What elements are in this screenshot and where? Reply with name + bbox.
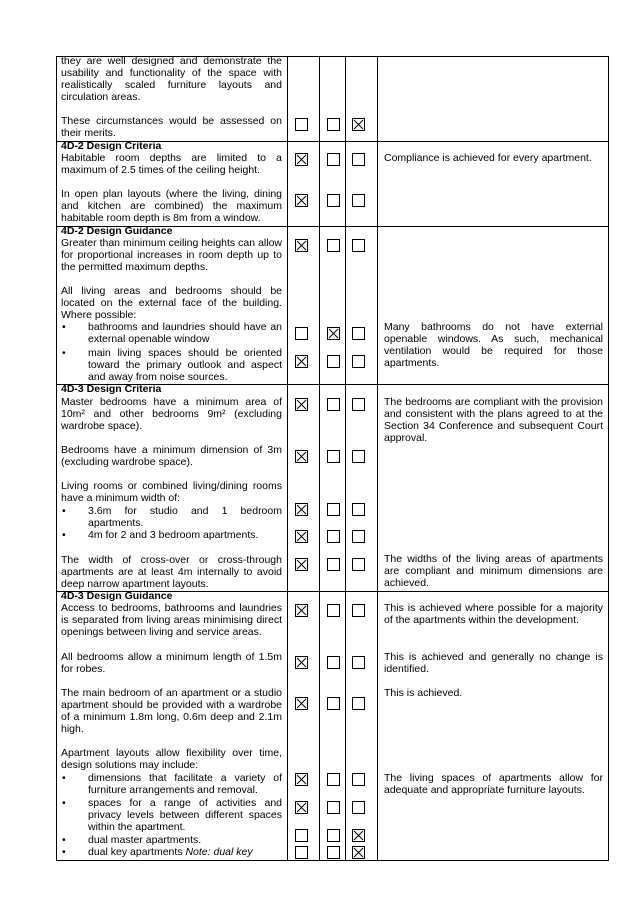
checkbox-no[interactable]: [327, 327, 340, 340]
comment-text: The bedrooms are compliant with the provision and consistent with the plans agreed to at the Section 34 Conference and subsequent Court approval.: [384, 396, 603, 444]
checkbox-yes[interactable]: [295, 558, 308, 571]
cross-mark-icon: [296, 154, 307, 165]
cross-mark-icon: [296, 195, 307, 206]
cross-mark-icon: [296, 399, 307, 410]
column-divider: [287, 56, 288, 861]
criteria-text: they are well designed and demonstrate the usability and functionality of the space with realistically scaled furniture layouts and circulation areas.: [61, 55, 282, 103]
table-border-bottom: [56, 860, 608, 861]
checkbox-na[interactable]: [352, 194, 365, 207]
cross-mark-icon: [296, 698, 307, 709]
checkbox-no[interactable]: [327, 398, 340, 411]
bullet-marker: •: [62, 529, 66, 541]
comment-text: This is achieved and generally no change is identified.: [384, 651, 603, 675]
checkbox-no[interactable]: [327, 604, 340, 617]
bullet-marker: •: [62, 347, 66, 359]
cross-mark-icon: [353, 119, 364, 130]
checkbox-na[interactable]: [352, 656, 365, 669]
checkbox-na[interactable]: [352, 846, 365, 859]
checkbox-na[interactable]: [352, 450, 365, 463]
checkbox-yes[interactable]: [295, 697, 308, 710]
bullet-marker: •: [62, 321, 66, 333]
column-divider: [345, 56, 346, 861]
table-border-left: [56, 56, 57, 861]
checkbox-yes[interactable]: [295, 503, 308, 516]
guidance-text: All bedrooms allow a minimum length of 1.5m for robes.: [61, 651, 282, 675]
checkbox-na[interactable]: [352, 239, 365, 252]
checkbox-na[interactable]: [352, 604, 365, 617]
criteria-text: Habitable room depths are limited to a maximum of 2.5 times of the ceiling height.: [61, 152, 282, 176]
cross-mark-icon: [296, 605, 307, 616]
checkbox-na[interactable]: [352, 829, 365, 842]
bullet-marker: •: [62, 505, 66, 517]
guidance-text: The main bedroom of an apartment or a studio apartment should be provided with a wardrobe of a minimum 1.8m long, 0.6m deep and 2.1m high.: [61, 687, 282, 735]
table-border-right: [608, 56, 609, 861]
checkbox-yes[interactable]: [295, 194, 308, 207]
bullet-marker: •: [62, 797, 66, 809]
checkbox-na[interactable]: [352, 503, 365, 516]
bullet-text: main living spaces should be oriented toward the primary outlook and aspect and away from noise sources.: [88, 347, 282, 383]
checkbox-no[interactable]: [327, 503, 340, 516]
comment-text: The widths of the living areas of apartments are compliant and minimum dimensions are achieved.: [384, 553, 603, 589]
checkbox-yes[interactable]: [295, 656, 308, 669]
comment-text: This is achieved.: [384, 687, 463, 699]
bullet-marker: •: [62, 772, 66, 784]
comment-text: The living spaces of apartments allow for adequate and appropriate furniture layouts.: [384, 772, 603, 796]
bullet-text-plain: dual key apartments: [88, 846, 186, 858]
checkbox-yes[interactable]: [295, 604, 308, 617]
criteria-text: Living rooms or combined living/dining rooms have a minimum width of:: [61, 480, 282, 504]
column-divider: [377, 56, 378, 861]
checkbox-no[interactable]: [327, 355, 340, 368]
bullet-marker: •: [62, 846, 66, 858]
bullet-text: dimensions that facilitate a variety of furniture arrangements and removal.: [88, 772, 282, 796]
checkbox-yes[interactable]: [295, 846, 308, 859]
bullet-text: [88, 847, 253, 859]
criteria-text: These circumstances would be assessed on their merits.: [61, 115, 282, 139]
checkbox-na[interactable]: [352, 153, 365, 166]
cross-mark-icon: [353, 847, 364, 858]
checkbox-na[interactable]: [352, 118, 365, 131]
criteria-text: Bedrooms have a minimum dimension of 3m (excluding wardrobe space).: [61, 444, 282, 468]
criteria-text: The width of cross-over or cross-through apartments are at least 4m internally to avoid deep narrow apartment layouts.: [61, 554, 282, 590]
checkbox-no[interactable]: [327, 801, 340, 814]
cross-mark-icon: [296, 802, 307, 813]
checkbox-na[interactable]: [352, 398, 365, 411]
checkbox-yes[interactable]: [295, 398, 308, 411]
checkbox-na[interactable]: [352, 327, 365, 340]
guidance-text: Apartment layouts allow flexibility over time, design solutions may include:: [61, 747, 282, 771]
section-heading: 4D-3 Design Criteria: [61, 383, 162, 395]
cross-mark-icon: [296, 531, 307, 542]
bullet-text: spaces for a range of activities and privacy levels between different spaces within the apartment.: [88, 797, 282, 833]
cross-mark-icon: [296, 657, 307, 668]
bullet-text: 3.6m for studio and 1 bedroom apartments.: [88, 505, 282, 529]
checkbox-yes[interactable]: [295, 801, 308, 814]
cross-mark-icon: [296, 451, 307, 462]
checkbox-no[interactable]: [327, 118, 340, 131]
criteria-text: Master bedrooms have a minimum area of 10m² and other bedrooms 9m² (excluding wardrobe space).: [61, 396, 282, 432]
guidance-text: Access to bedrooms, bathrooms and laundries is separated from living areas minimising direct openings between living and service areas.: [61, 602, 282, 638]
checkbox-no[interactable]: [327, 153, 340, 166]
section-heading: 4D-2 Design Criteria: [61, 140, 162, 152]
cross-mark-icon: [328, 328, 339, 339]
checkbox-no[interactable]: [327, 773, 340, 786]
checkbox-yes[interactable]: [295, 118, 308, 131]
comment-text: Compliance is achieved for every apartment.: [384, 152, 592, 164]
checkbox-na[interactable]: [352, 697, 365, 710]
checkbox-no[interactable]: [327, 558, 340, 571]
bullet-text-note: Note: dual key: [185, 846, 253, 858]
checkbox-no[interactable]: [327, 194, 340, 207]
guidance-text: Greater than minimum ceiling heights can allow for proportional increases in room depth up to the permitted maximum depths.: [61, 237, 282, 273]
comment-text: Many bathrooms do not have external openable windows. As such, mechanical ventilation would be required for those apartments.: [384, 321, 603, 369]
cross-mark-icon: [296, 504, 307, 515]
guidance-text: All living areas and bedrooms should be located on the external face of the building. Where possible:: [61, 285, 282, 321]
cross-mark-icon: [296, 559, 307, 570]
checkbox-yes[interactable]: [295, 355, 308, 368]
checkbox-na[interactable]: [352, 773, 365, 786]
checkbox-no[interactable]: [327, 530, 340, 543]
checkbox-yes[interactable]: [295, 327, 308, 340]
bullet-text: bathrooms and laundries should have an external openable window: [88, 321, 282, 345]
checkbox-no[interactable]: [327, 450, 340, 463]
checkbox-yes[interactable]: [295, 829, 308, 842]
cross-mark-icon: [296, 240, 307, 251]
section-heading: 4D-3 Design Guidance: [61, 590, 173, 602]
criteria-text: In open plan layouts (where the living, dining and kitchen are combined) the maximum habitable room depth is 8m from a window.: [61, 188, 282, 224]
checkbox-yes[interactable]: [295, 239, 308, 252]
column-divider: [319, 56, 320, 861]
bullet-text: 4m for 2 and 3 bedroom apartments.: [88, 529, 259, 541]
checkbox-yes[interactable]: [295, 773, 308, 786]
cross-mark-icon: [353, 830, 364, 841]
checkbox-na[interactable]: [352, 558, 365, 571]
checkbox-no[interactable]: [327, 829, 340, 842]
bullet-text: dual master apartments.: [88, 834, 202, 846]
comment-text: This is achieved where possible for a majority of the apartments within the development.: [384, 602, 603, 626]
checkbox-no[interactable]: [327, 697, 340, 710]
bullet-marker: •: [62, 834, 66, 846]
checkbox-no[interactable]: [327, 239, 340, 252]
checkbox-na[interactable]: [352, 801, 365, 814]
checkbox-no[interactable]: [327, 656, 340, 669]
checkbox-yes[interactable]: [295, 450, 308, 463]
checkbox-na[interactable]: [352, 530, 365, 543]
cross-mark-icon: [296, 356, 307, 367]
cross-mark-icon: [296, 774, 307, 785]
checkbox-na[interactable]: [352, 355, 365, 368]
checkbox-yes[interactable]: [295, 153, 308, 166]
checkbox-no[interactable]: [327, 846, 340, 859]
section-heading: 4D-2 Design Guidance: [61, 225, 173, 237]
checkbox-yes[interactable]: [295, 530, 308, 543]
